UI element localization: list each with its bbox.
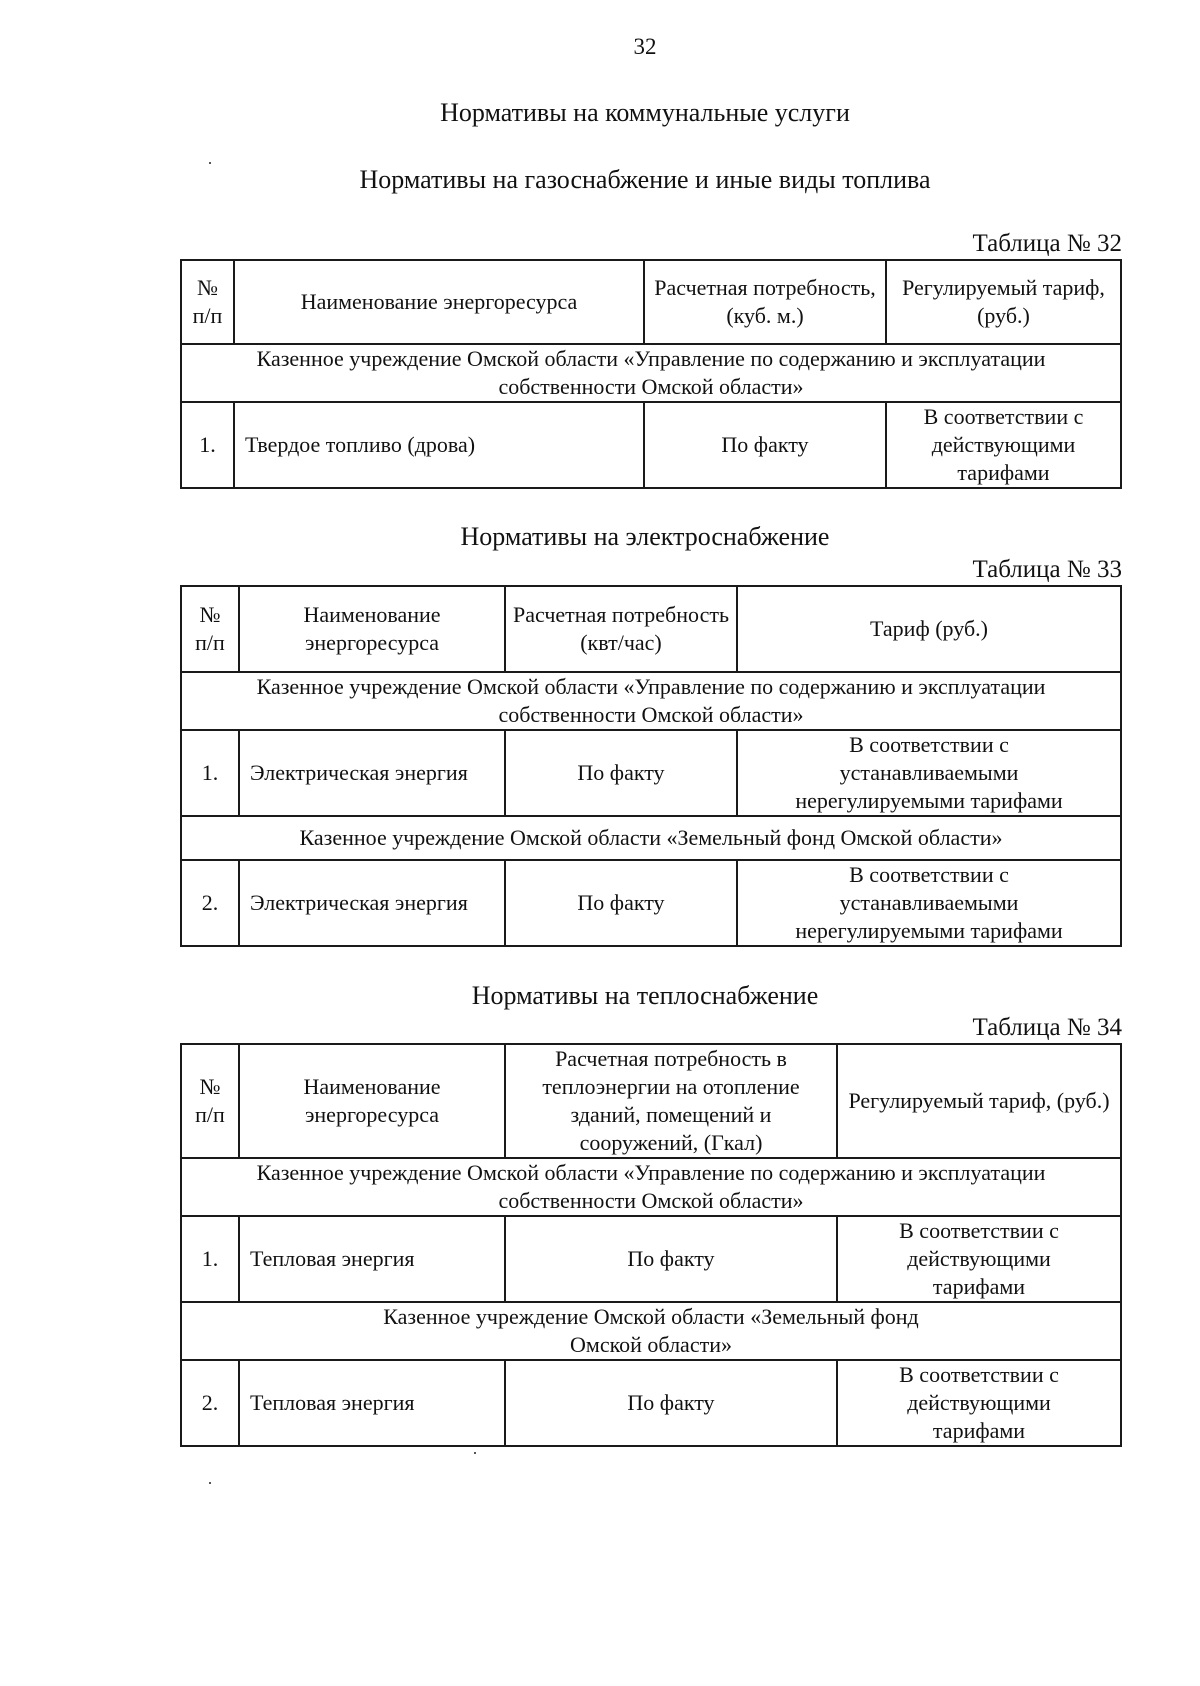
table-caption-32: Таблица № 32 — [972, 230, 1122, 257]
cell-resource: Тепловая энергия — [239, 1360, 505, 1446]
cell-demand: По факту — [505, 730, 737, 816]
header-cell-number: № п/п — [181, 586, 239, 672]
table-row — [181, 730, 1121, 816]
org-cell: Казенное учреждение Омской области «Управление по содержанию и эксплуатации собственности Омской области» — [181, 672, 1121, 730]
cell-tariff: В соответствии с устанавливаемыми нерегулируемыми тарифами — [737, 730, 1121, 816]
org-row — [181, 816, 1121, 860]
table-caption-33: Таблица № 33 — [972, 556, 1122, 583]
cell-number: 2. — [181, 860, 239, 946]
cell-number: 1. — [181, 1216, 239, 1302]
table-row — [181, 1360, 1121, 1446]
header-cell-demand: Расчетная потребность в теплоэнергии на отопление зданий, помещений и сооружений, (Гкал) — [505, 1044, 837, 1158]
table-heat — [180, 1043, 1122, 1447]
cell-number: 1. — [181, 402, 234, 488]
page-number: 32 — [633, 34, 657, 59]
cell-number: 2. — [181, 1360, 239, 1446]
cell-demand: По факту — [505, 1216, 837, 1302]
org-row — [181, 672, 1121, 730]
header-cell-tariff: Регулируемый тариф, (руб.) — [837, 1044, 1121, 1158]
section-heading-electricity: Нормативы на электроснабжение — [460, 522, 830, 551]
table-row — [181, 1216, 1121, 1302]
scan-speck — [474, 1452, 476, 1454]
header-cell-resource: Наименование энергоресурса — [234, 260, 644, 344]
scan-speck — [209, 1482, 211, 1484]
cell-demand: По факту — [505, 860, 737, 946]
table-gas — [180, 259, 1122, 489]
header-cell-resource: Наименование энергоресурса — [239, 1044, 505, 1158]
table-caption-34: Таблица № 34 — [972, 1014, 1122, 1041]
header-cell-tariff: Регулируемый тариф, (руб.) — [886, 260, 1121, 344]
cell-tariff: В соответствии с действующими тарифами — [837, 1360, 1121, 1446]
org-row — [181, 1158, 1121, 1216]
org-row — [181, 344, 1121, 402]
table-electricity — [180, 585, 1122, 947]
header-cell-tariff: Тариф (руб.) — [737, 586, 1121, 672]
cell-tariff: В соответствии с действующими тарифами — [837, 1216, 1121, 1302]
main-title: Нормативы на коммунальные услуги — [440, 98, 850, 127]
header-cell-number: № п/п — [181, 260, 234, 344]
header-cell-demand: Расчетная потребность (квт/час) — [505, 586, 737, 672]
cell-demand: По факту — [505, 1360, 837, 1446]
header-cell-resource: Наименование энергоресурса — [239, 586, 505, 672]
cell-demand: По факту — [644, 402, 886, 488]
section-heading-heat: Нормативы на теплоснабжение — [471, 981, 819, 1010]
org-cell: Казенное учреждение Омской области «Управление по содержанию и эксплуатации собственности Омской области» — [181, 344, 1121, 402]
cell-number: 1. — [181, 730, 239, 816]
header-cell-demand: Расчетная потребность, (куб. м.) — [644, 260, 886, 344]
cell-resource: Электрическая энергия — [239, 860, 505, 946]
header-cell-number: № п/п — [181, 1044, 239, 1158]
table-row — [181, 402, 1121, 488]
scan-speck — [209, 162, 211, 164]
org-cell: Казенное учреждение Омской области «Управление по содержанию и эксплуатации собственности Омской области» — [181, 1158, 1121, 1216]
org-cell: Казенное учреждение Омской области «Земельный фонд Омской области» — [181, 816, 1121, 860]
table-header-row — [181, 1044, 1121, 1158]
section-heading-gas: Нормативы на газоснабжение и иные виды топлива — [359, 165, 931, 194]
cell-resource: Тепловая энергия — [239, 1216, 505, 1302]
org-row — [181, 1302, 1121, 1360]
org-cell: Казенное учреждение Омской области «Земельный фонд Омской области» — [181, 1302, 1121, 1360]
cell-resource: Твердое топливо (дрова) — [234, 402, 644, 488]
table-row — [181, 860, 1121, 946]
table-header-row — [181, 260, 1121, 344]
cell-resource: Электрическая энергия — [239, 730, 505, 816]
cell-tariff: В соответствии с устанавливаемыми нерегулируемыми тарифами — [737, 860, 1121, 946]
table-header-row — [181, 586, 1121, 672]
cell-tariff: В соответствии с действующими тарифами — [886, 402, 1121, 488]
